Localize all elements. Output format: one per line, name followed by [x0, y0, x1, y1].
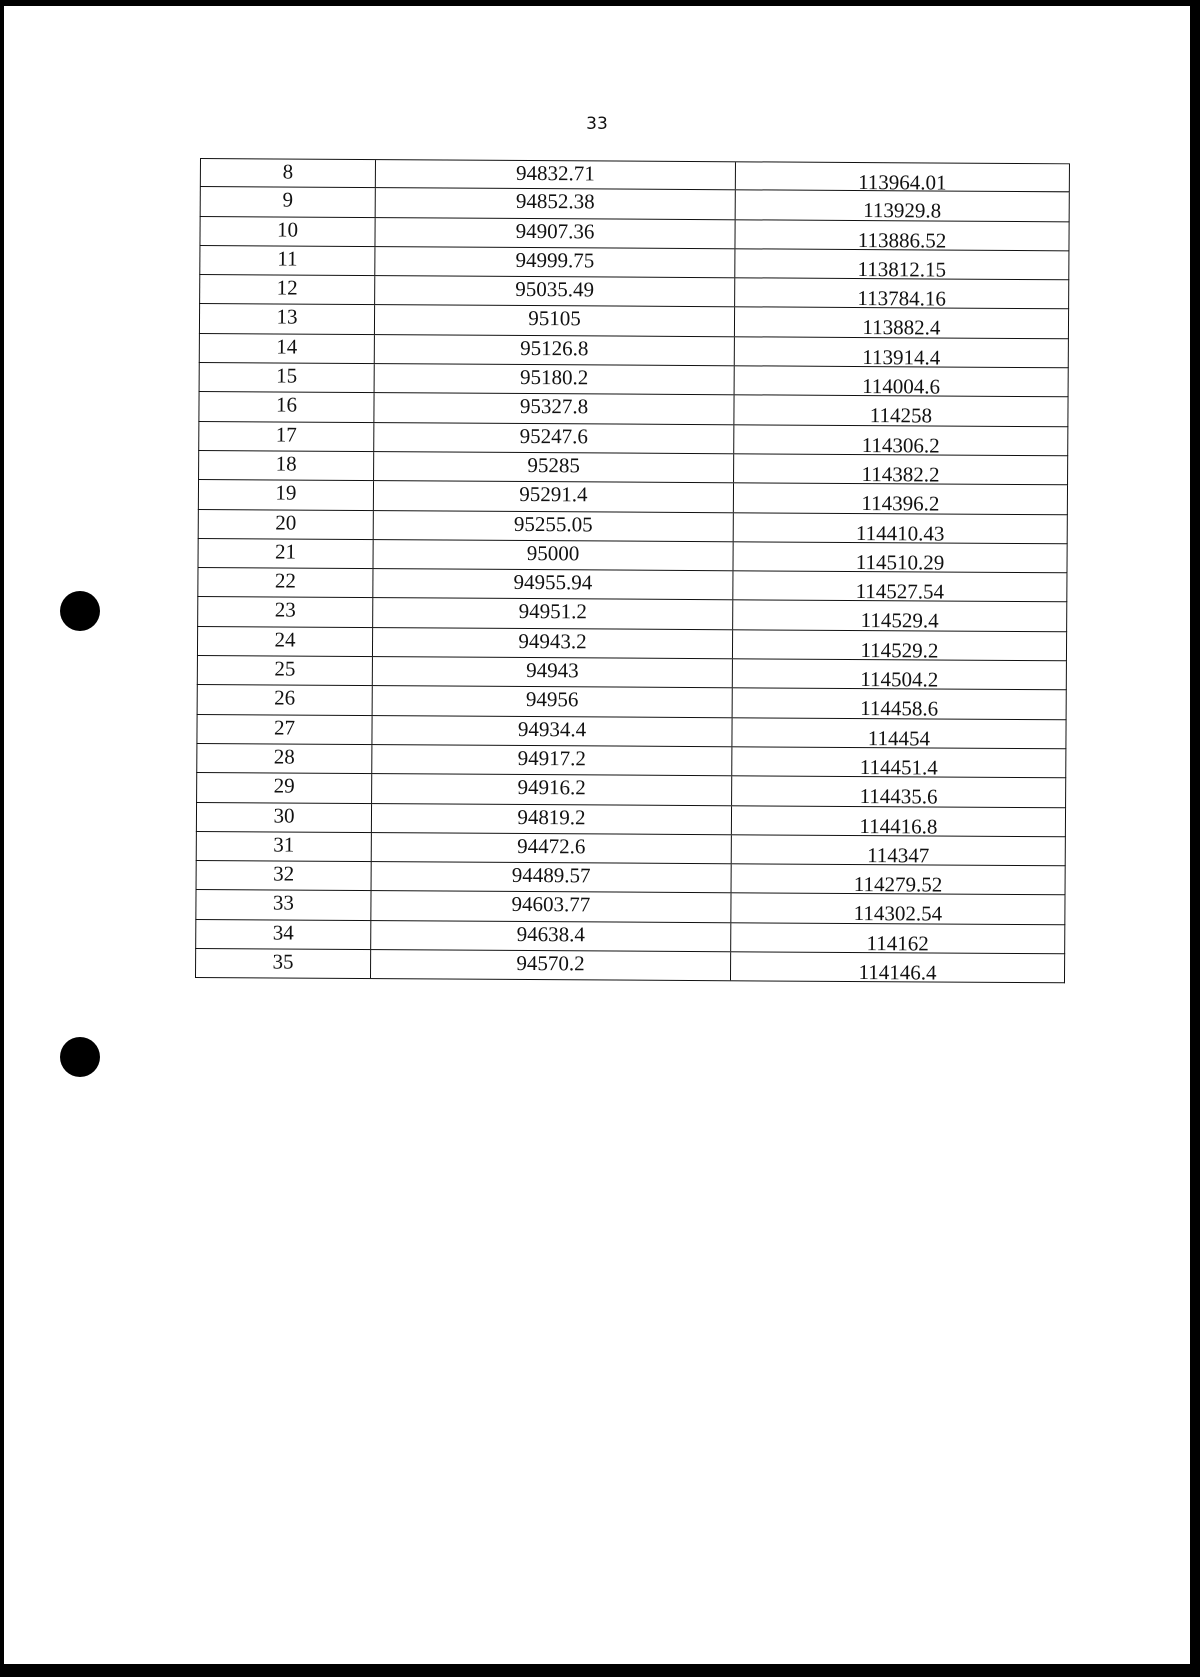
point-number-cell: 13	[200, 304, 375, 333]
y-value-cell: 114529.4	[860, 608, 939, 633]
point-number-cell: 15	[200, 363, 375, 392]
x-value-cell: 95291.4	[374, 481, 734, 511]
y-value-cell: 113929.8	[863, 198, 942, 223]
table-row	[195, 949, 1065, 984]
x-value-cell: 94951.2	[373, 599, 733, 629]
y-value-cell: 114382.2	[861, 462, 940, 487]
y-value-cell: 114279.52	[853, 872, 943, 897]
point-number-cell: 33	[196, 890, 371, 919]
point-number-cell: 24	[198, 627, 373, 656]
x-value-cell: 95247.6	[374, 423, 734, 453]
x-value-cell: 95255.05	[374, 511, 734, 541]
y-value-cell: 114004.6	[862, 374, 941, 399]
point-number-cell: 28	[197, 744, 372, 773]
x-value-cell: 94819.2	[372, 804, 732, 834]
y-value-cell: 114146.4	[858, 960, 937, 985]
point-number-cell: 34	[196, 920, 371, 949]
x-value-cell: 95126.8	[375, 335, 735, 365]
y-value-cell: 113914.4	[862, 344, 941, 370]
x-value-cell: 94832.71	[376, 160, 736, 189]
point-number-cell: 26	[198, 685, 373, 714]
y-value-cell: 114258	[869, 403, 933, 428]
x-value-cell: 94852.38	[376, 188, 736, 218]
y-value-cell: 114451.4	[859, 754, 938, 780]
y-value-cell: 114347	[867, 842, 930, 868]
y-value-cell: 114458.6	[860, 696, 939, 721]
point-number-cell: 18	[199, 451, 374, 480]
y-value-cell: 114410.43	[855, 520, 945, 546]
point-number-cell: 35	[196, 949, 371, 978]
point-number-cell: 30	[197, 803, 372, 832]
coordinate-table	[195, 158, 1070, 984]
x-value-cell: 94917.2	[372, 745, 732, 775]
punch-hole-top	[60, 591, 100, 631]
y-value-cell: 113812.15	[857, 256, 947, 282]
x-value-cell: 94999.75	[375, 247, 735, 277]
x-value-cell: 94934.4	[372, 716, 732, 746]
x-value-cell: 95285	[374, 452, 734, 482]
point-number-cell: 27	[197, 715, 372, 744]
point-number-cell: 32	[197, 861, 372, 890]
x-value-cell: 95035.49	[375, 276, 735, 306]
point-number-cell: 9	[201, 187, 376, 216]
point-number-cell: 14	[200, 334, 375, 363]
point-number-cell: 29	[197, 773, 372, 802]
y-value-cell: 114416.8	[859, 813, 938, 839]
punch-hole-bottom	[60, 1037, 100, 1077]
y-value-cell: 113882.4	[862, 315, 941, 341]
y-value-cell: 114527.54	[855, 579, 945, 604]
point-number-cell: 31	[197, 832, 372, 861]
page-number: 33	[586, 114, 608, 134]
point-number-cell: 25	[198, 656, 373, 685]
x-value-cell: 94472.6	[372, 833, 732, 863]
y-value-cell: 113886.52	[857, 227, 947, 253]
document-page	[4, 6, 1190, 1664]
x-value-cell: 95180.2	[375, 364, 735, 394]
x-value-cell: 94907.36	[375, 218, 735, 248]
x-value-cell: 94489.57	[372, 862, 732, 892]
y-value-cell: 114435.6	[859, 784, 938, 809]
y-value-cell: 114396.2	[861, 491, 940, 516]
x-value-cell: 94943	[373, 657, 733, 687]
point-number-cell: 10	[200, 217, 375, 246]
x-value-cell: 94943.2	[373, 628, 733, 658]
x-value-cell: 94916.2	[372, 774, 732, 804]
point-number-cell: 20	[199, 510, 374, 539]
y-value-cell: 114529.2	[860, 637, 939, 663]
y-value-cell: 113784.16	[857, 286, 946, 311]
point-number-cell: 19	[199, 480, 374, 509]
x-value-cell: 94570.2	[371, 950, 731, 980]
point-number-cell: 17	[199, 422, 374, 451]
point-number-cell: 22	[198, 568, 373, 597]
x-value-cell: 94955.94	[373, 569, 733, 599]
x-value-cell: 94956	[373, 686, 733, 716]
x-value-cell: 95000	[373, 540, 733, 570]
y-value-cell: 114302.54	[853, 901, 943, 926]
y-value-cell: 114504.2	[860, 667, 939, 692]
point-number-cell: 8	[201, 159, 376, 187]
point-number-cell: 12	[200, 275, 375, 304]
x-value-cell: 94603.77	[371, 891, 731, 921]
point-number-cell: 16	[199, 392, 374, 421]
y-value-cell: 114306.2	[861, 432, 940, 458]
y-value-cell: 114510.29	[855, 549, 945, 575]
y-value-cell: 114454	[867, 725, 931, 751]
x-value-cell: 95327.8	[374, 393, 734, 423]
point-number-cell: 11	[200, 246, 375, 275]
point-number-cell: 23	[198, 597, 373, 626]
y-value-cell: 114162	[866, 930, 929, 956]
point-number-cell: 21	[199, 539, 374, 568]
x-value-cell: 95105	[375, 306, 735, 336]
x-value-cell: 94638.4	[371, 921, 731, 951]
y-value-cell: 113964.01	[858, 170, 947, 195]
